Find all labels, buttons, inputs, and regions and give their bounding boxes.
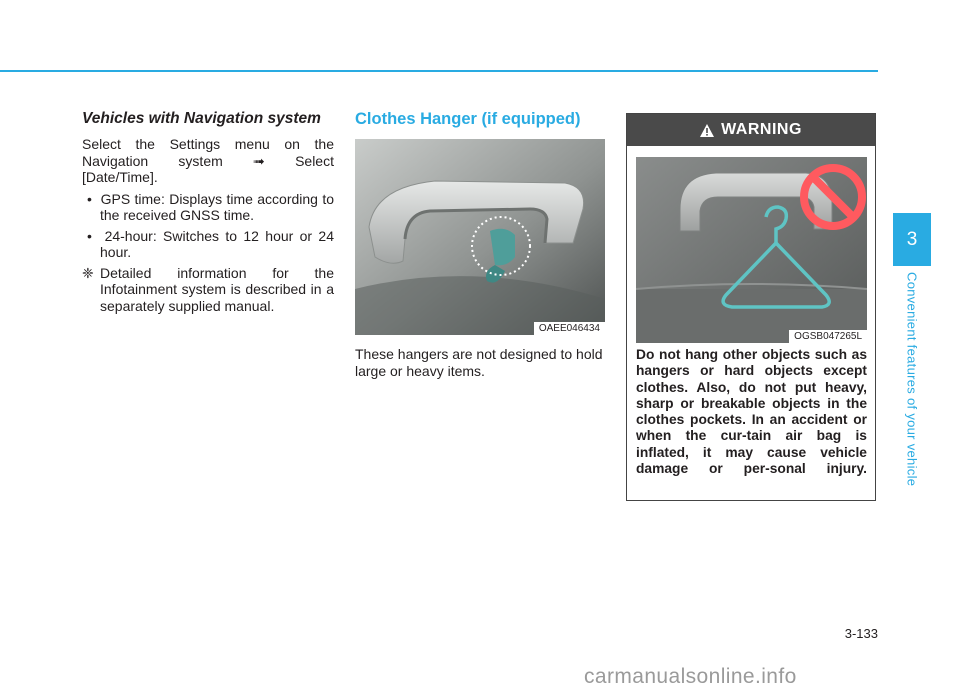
warning-title: WARNING — [721, 121, 802, 138]
image-code: OGSB047265L — [789, 330, 867, 343]
warning-box — [626, 113, 876, 501]
chapter-tab: 3 — [893, 213, 931, 266]
header-rule — [0, 70, 878, 72]
warning-header — [627, 114, 875, 146]
grab-handle-illustration — [355, 139, 605, 335]
note: ❈ Detailed information for the Infotainment system is described in a separately supplied manual. — [82, 264, 334, 314]
hanger-description: These hangers are not designed to hold large or heavy items. — [355, 346, 603, 379]
hanger-warning-photo — [636, 157, 867, 343]
subheading: Vehicles with Navigation system — [82, 110, 321, 127]
section-title: Clothes Hanger (if equipped) — [355, 110, 581, 128]
warning-triangle-icon — [700, 124, 714, 137]
clothes-hanger-photo — [355, 139, 605, 335]
bullet-item: • GPS time: Displays time according to the received GNSS time. — [87, 190, 334, 223]
note-symbol-icon: ❈ — [82, 264, 94, 281]
intro-paragraph: Select the Settings menu on the Navigation system ➟ Select [Date/Time]. — [82, 136, 334, 185]
watermark: carmanualsonline.info — [584, 665, 797, 688]
bullet-item: • 24-hour: Switches to 12 hour or 24 hour. — [87, 227, 334, 260]
warning-text: Do not hang other objects such as hangers or hard objects except clothes. Also, do not put heavy, sharp or breakable objects in the clothes pockets. In an accident or when the cur-tain air bag is inflated, it may cause vehicle damage or per-sonal injury. — [636, 347, 867, 477]
prohibited-hanger-illustration — [636, 157, 867, 343]
image-code: OAEE046434 — [534, 322, 605, 335]
section-label: Convenient features of your vehicle — [904, 272, 920, 487]
page-number: 3-133 — [844, 626, 878, 641]
navigation-time-section — [82, 110, 334, 314]
